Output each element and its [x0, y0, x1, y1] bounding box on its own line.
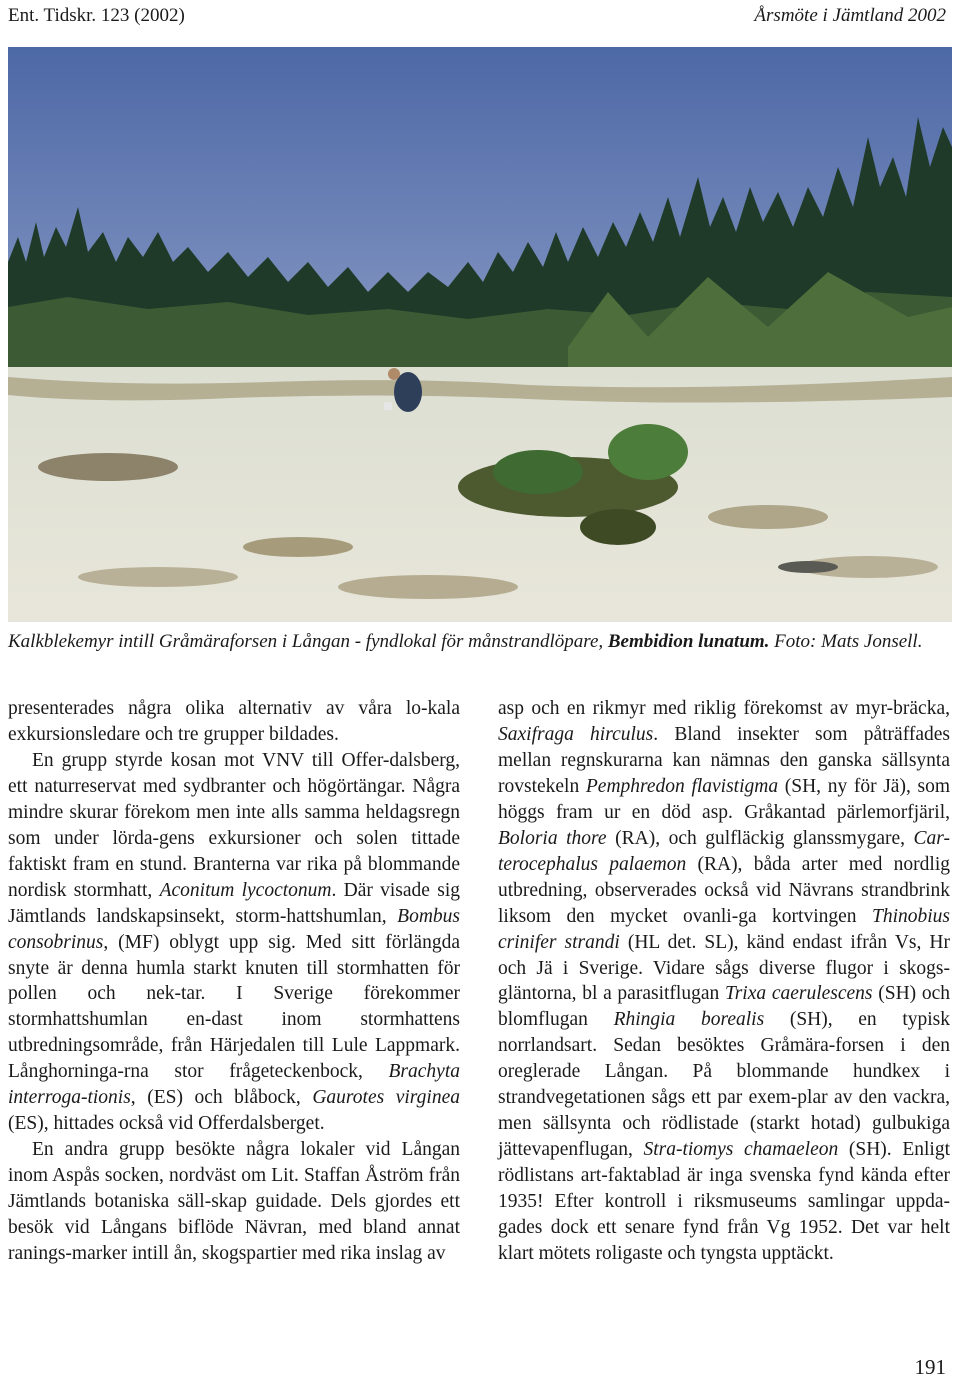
text-run: (SH), en typisk norrlandsart. Sedan besöktes Gråmära-forsen i den oreglerade Långan. På blommande hundkex i strandvegetationen sågs ett par exem-plar av den vackra, men sällsynta och rödlistade (starkt hotad) gulbukiga jättevapenflugan,	[498, 1009, 950, 1161]
species-name: Bombus consobrinus	[8, 905, 460, 953]
text-run: . Där visade sig Jämtlands landskapsinsekt, storm-hattshumlan,	[8, 879, 460, 927]
species-name: Rhingia borealis	[613, 1009, 765, 1031]
page-number: 191	[914, 1355, 946, 1379]
caption-photo-credit: Foto: Mats Jonsell.	[769, 631, 923, 652]
text-run: (SH) och blomflugan	[498, 983, 950, 1031]
text-run: (RA), och gulfläckig glanssmygare,	[606, 827, 914, 849]
species-name: Stra-tiomys chamaeleon	[643, 1139, 839, 1161]
species-name: Thinobius crinifer strandi	[498, 905, 950, 953]
species-name: Aconitum lycoctonum	[159, 879, 332, 901]
species-name: Pemphredon flavistigma	[585, 775, 779, 797]
paragraph-navran-findings	[498, 696, 950, 1267]
text-run: En grupp styrde kosan mot VNV till Offer-dalsberg, ett naturreservat med sydbranter och högörtängar. Några mindre skurar förekom men inte alls samma heldagsregn som under lörda-gens exkursioner och solen tittade faktiskt fram en stund. Branterna var rika på blommande nordisk stormhatt,	[8, 749, 460, 901]
species-name: Brachyta interroga-tionis	[8, 1061, 460, 1109]
species-name: Trixa caerulescens	[724, 983, 873, 1005]
photo-illustration	[8, 47, 952, 622]
text-run: , (MF) oblygt upp sig. Med sitt förlängda snyte är denna humla starkt knuten till stormhatten för pollen och nek-tar. I Sverige förekommer stormhattshumlan en-dast inom stormhattens utbredningsområde, från Härjedalen till Lule Lappmark. Långhorninga-rna stor frågeteckenbock,	[8, 931, 460, 1083]
paragraph-groups-formed	[8, 696, 460, 748]
right-text-column	[498, 696, 950, 1267]
text-run: (HL det. SL), känd endast ifrån Vs, Hr och Jä i Sverige. Vidare sågs diverse flugor i skogs-gläntorna, bl a parasitflugan	[498, 931, 950, 1005]
text-run: presenterades några olika alternativ av våra lo-kala exkursionsledare och tre grupper bildades.	[8, 698, 460, 745]
text-run: (RA), båda arter med nordlig utbredning, observerades också vid Nävrans strandbrink liksom den mycket ovanli-ga kortvingen	[498, 853, 950, 927]
species-name: Gaurotes virginea	[312, 1087, 460, 1109]
text-run: (SH). Enligt rödlistans art-faktablad är inga svenska fynd kända efter 1935! Efter kontroll i riksmuseums samlingar uppda-gades dock ett senare fynd från Vg 1952. Det var helt klart mötets roligaste och tyngsta upptäckt.	[498, 1139, 950, 1265]
text-run: . Bland insekter som påträffades mellan regnskurarna kan nämnas den ganska sällsynta rovstekeln	[498, 723, 950, 797]
text-run: asp och en rikmyr med riklig förekomst av myr-bräcka,	[498, 698, 950, 719]
figure-caption	[8, 630, 948, 654]
paragraph-langan-excursion	[8, 1137, 460, 1267]
text-run: (SH, ny för Jä), som höggs fram ur en död asp. Gråkantad pärlemorfjäril,	[498, 775, 950, 823]
text-run: En andra grupp besökte några lokaler vid Långan inom Aspås socken, nordväst om Lit. Staffan Åström från Jämtlands botaniska säll-skap guidade. Dels gjordes ett besök vid Långans biflöde Nävran, med bland annat ranings-marker intill ån, skogspartier med rika inslag av	[8, 1139, 460, 1265]
caption-text: Kalkblekemyr intill Gråmäraforsen i Långan - fyndlokal för månstrandlöpare,	[8, 631, 608, 652]
left-text-column	[8, 696, 460, 1267]
species-name: Car-terocephalus palaemon	[498, 827, 950, 875]
text-run: , (ES) och blåbock,	[130, 1087, 313, 1109]
species-name: Saxifraga hirculus	[498, 723, 654, 745]
bog-landscape-photo	[8, 47, 952, 622]
paragraph-offerdalsberg-excursion	[8, 748, 460, 1137]
section-title: Årsmöte i Jämtland 2002	[754, 5, 946, 26]
journal-citation: Ent. Tidskr. 123 (2002)	[8, 5, 185, 26]
running-head	[8, 4, 946, 28]
species-name: Boloria thore	[498, 827, 607, 849]
text-run: (ES), hittades också vid Offerdalsberget.	[8, 1113, 325, 1135]
caption-species-name: Bembidion lunatum.	[607, 631, 770, 652]
